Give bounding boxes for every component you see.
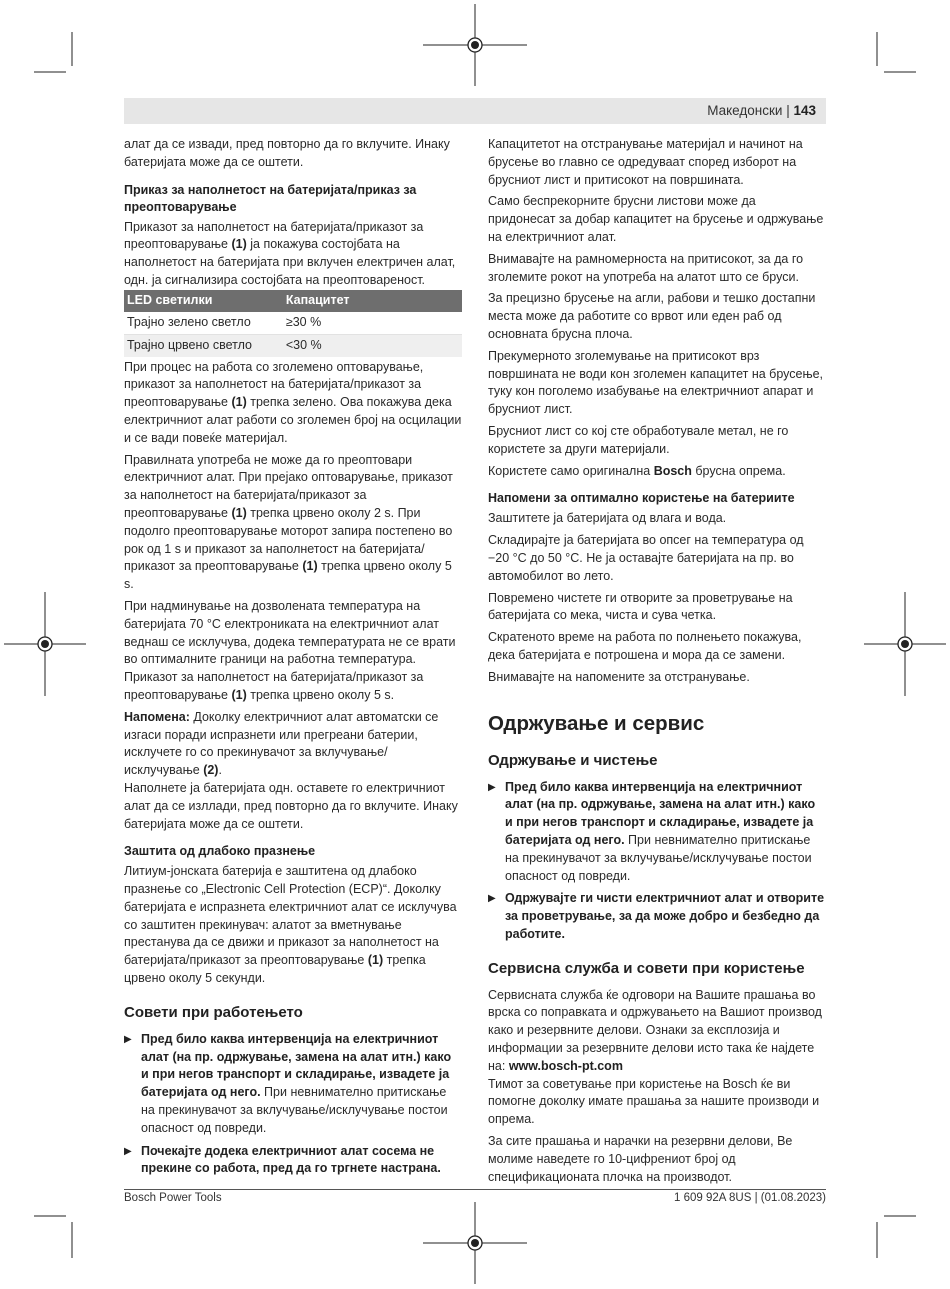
table-row <box>124 334 462 357</box>
registration-target-right <box>898 637 912 651</box>
table-header-row <box>124 290 462 312</box>
text: Правилната употреба не може да го преоптовари електричниот алат. При прејако оптоварување, приказот за наполнетост на батеријата/приказот за преоптоварување <box>124 452 453 520</box>
reference-number: (1) <box>231 237 247 252</box>
text: При невнимателно притискање на прекинувачот за вклучување/исклучување постои опасност од повреди. <box>505 832 812 883</box>
text: При процес на работа со зголемено оптоварување, приказот за наполнетост на батеријата/приказот за преоптоварување <box>124 359 424 410</box>
list-item <box>124 1031 462 1138</box>
paragraph: алат да се извади, пред повторно да го вклучите. Инаку батеријата може да се оштети. <box>124 137 450 169</box>
bullet-arrow-icon: ▶ <box>124 1145 132 1157</box>
section-heading-work-tips: Совети при работењето <box>124 1003 303 1021</box>
reference-number: (2) <box>203 763 219 778</box>
text: Приказот за наполнетост на батеријата/приказот за преоптоварување <box>124 219 424 252</box>
registration-target-left <box>38 637 52 651</box>
paragraph <box>124 359 462 448</box>
paragraph <box>124 452 462 594</box>
section-heading-service: Сервисна служба и совети при користење <box>488 959 805 977</box>
bullet-arrow-icon: ▶ <box>488 893 496 905</box>
text: . <box>218 763 222 778</box>
website-link[interactable]: www.bosch-pt.com <box>508 1058 623 1073</box>
right-column <box>488 136 826 1190</box>
paragraph: Складирајте ја батеријата во опсег на температура од −20 °C до 50 °C. Не ја оставајте батеријата на пр. во автомобилот во лето. <box>488 533 804 583</box>
paragraph: Тимот за советување при користење на Bosch ќе ви помогне доколку имате прашања за нашите производи и опрема. <box>488 1076 820 1127</box>
header-label <box>707 103 816 118</box>
text: Доколку електричниот алат автоматски се изгаси поради испразнети или прегреани батерии, исклучете го со прекинувачот за вклучување/исклучување <box>124 709 439 778</box>
paragraph: Скратеното време на работа по полнењето покажува, дека батеријата е потрошена и мора да се замени. <box>488 630 802 662</box>
table-cell: Трајно црвено светло <box>124 334 283 357</box>
paragraph: Само беспрекорните брусни листови може да придонесат за добар капацитет на брусење и одржување на електричниот алат. <box>488 194 824 244</box>
led-capacity-table <box>124 290 462 357</box>
bold-text: Одржувајте ги чисти електричниот алат и отворите за проветрување, за да може добро и безбедно да работите. <box>505 891 825 941</box>
text: трепка зелено. Ова покажува дека електричниот алат работи со зголемен број на осцилации и се вади повеќе материјал. <box>124 395 462 445</box>
text: ја покажува состојбата на наполнетост на батеријата при вклучен електричен алат, одн. ја сигнализира состојбата на преоптовареност. <box>124 237 456 287</box>
bullet-arrow-icon: ▶ <box>488 781 496 793</box>
bullet-arrow-icon: ▶ <box>124 1033 132 1045</box>
section-heading-battery-notes: Напомени за оптимално користење на батериите <box>488 491 795 506</box>
table-cell: <30 % <box>283 334 462 357</box>
paragraph <box>488 987 826 1076</box>
reference-number: (1) <box>231 505 247 520</box>
footer-divider <box>124 1189 826 1190</box>
paragraph <box>124 219 462 290</box>
text: брусна опрема. <box>691 463 786 478</box>
list-item <box>488 779 826 886</box>
left-column <box>124 136 462 1183</box>
text: Користете само оригинална <box>488 463 654 478</box>
registration-target-bottom <box>468 1236 482 1250</box>
paragraph: За сите прашања и нарачки на резервни делови, Ве молиме наведете го 10-цифрениот број од спецификационата плочка на производот. <box>488 1134 793 1184</box>
text: трепка црвено околу 5 s. <box>246 687 395 702</box>
note-label: Напомена: <box>124 709 190 724</box>
list-item <box>124 1143 462 1179</box>
table-cell: ≥30 % <box>283 312 462 335</box>
table-header: LED светилки <box>124 290 283 312</box>
bold-text: Почекајте додека електричниот алат сосема не прекине со работа, пред да го тргнете настрана. <box>141 1143 441 1176</box>
paragraph: Внимавајте на рамномерноста на притисокот, за да го зголемите рокот на употреба на алатот што се бруси. <box>488 251 804 284</box>
section-heading-deep-discharge: Заштита од длабоко празнење <box>124 844 316 859</box>
note-paragraph <box>124 709 462 780</box>
table-cell: Трајно зелено светло <box>124 312 283 335</box>
reference-number: (1) <box>231 395 247 410</box>
paragraph: Заштитете ја батеријата од влага и вода. <box>488 511 727 526</box>
paragraph: Наполнете ја батеријата одн. оставете го електричниот алат да се изллади, пред повторно да го вклучите. Инаку батеријата може да се оштети. <box>124 780 458 831</box>
page-number: 143 <box>793 103 816 118</box>
paragraph: Капацитетот на отстранување материјал и начинот на брусење во главно се одредуваат според изборот на брусниот лист и притисокот на површината. <box>488 137 803 187</box>
reference-number: (1) <box>231 687 247 702</box>
text: трепка црвено околу 5 секунди. <box>124 953 426 986</box>
paragraph: Внимавајте на напомените за отстранување. <box>488 669 750 684</box>
text: Литиум-јонската батерија е заштитена од длабоко празнење со „Electronic Cell Protection (ECP)“. Доколку батеријата е испразнета електричниот алат се исклучува со заштитен прекинувач: алатот за вметнување престанува да се движи и приказот за наполнетост на батеријата/приказот за преоптоварување <box>124 864 457 968</box>
table-row <box>124 312 462 335</box>
reference-number: (1) <box>302 559 318 574</box>
bold-text: Пред било каква интервенција на електричниот алат (на пр. одржување, замена на алат итн.) како и при негов транспорт и складирање, извадете ја батеријата од него. <box>141 1031 452 1100</box>
text: трепка црвено околу 2 s. При подолго преоптоварување моторот запира постепено во рок од 1 s и приказот за наполнетост на батеријата/приказот за преоптоварување <box>124 505 453 574</box>
text: трепка црвено околу 5 s. <box>124 559 452 592</box>
paragraph: Брусниот лист со кој сте обработувале метал, не го користете за други материјали. <box>488 423 789 456</box>
text: При надминување на дозволената температура на батеријата 70 °C електрониката на електричниот алат веднаш се исклучува, додека температурата не се врати во оптималните граници на работна температура. Приказот за наполнетост на батеријата/приказот за преоптоварување <box>124 598 456 702</box>
table-header: Капацитет <box>283 290 462 312</box>
brand-name: Bosch <box>653 463 692 478</box>
paragraph <box>124 863 462 988</box>
section-heading-cleaning: Одржување и чистење <box>488 751 658 769</box>
footer-brand: Bosch Power Tools <box>124 1192 222 1204</box>
registration-target-top <box>468 38 482 52</box>
page-header <box>124 98 826 124</box>
bold-text: Пред било каква интервенција на електричниот алат (на пр. одржување, замена на алат итн.) како и при негов транспорт и складирање, извадете ја батеријата од него. <box>505 779 816 847</box>
paragraph <box>488 463 826 481</box>
header-language: Македонски <box>707 103 783 118</box>
header-separator: | <box>786 103 790 118</box>
text: При невнимателно притискање на прекинувачот за вклучување/исклучување постои опасност од повреди. <box>141 1085 448 1135</box>
paragraph: Прекумерното зголемување на притисокот врз површината не води кон зголемен капацитет на брусење, туку кон поголемо изабување на електричниот апарат и брусниот лист. <box>488 348 824 417</box>
reference-number: (1) <box>367 953 384 968</box>
section-heading-charge: Приказ за наполнетост на батеријата/приказ за преоптоварување <box>124 182 417 214</box>
chapter-heading-maintenance: Одржување и сервис <box>488 711 705 735</box>
paragraph: За прецизно брусење на агли, рабови и тешко достапни места може да работите со врвот или еден раб од основната брусна плоча. <box>488 291 816 341</box>
paragraph <box>124 598 462 705</box>
text: Сервисната служба ќе одговори на Вашите прашања во врска со поправката и одржувањето на Вашиот производ како и резервните делови. Ознаки за експлозија и информации за резервните делови исто така ќе најдете на: <box>488 987 822 1073</box>
footer-doc-number: 1 609 92A 8US | (01.08.2023) <box>674 1192 826 1204</box>
paragraph: Повремено чистете ги отворите за проветрување на батеријата со мека, чиста и сува четка. <box>488 590 793 623</box>
list-item <box>488 890 826 943</box>
